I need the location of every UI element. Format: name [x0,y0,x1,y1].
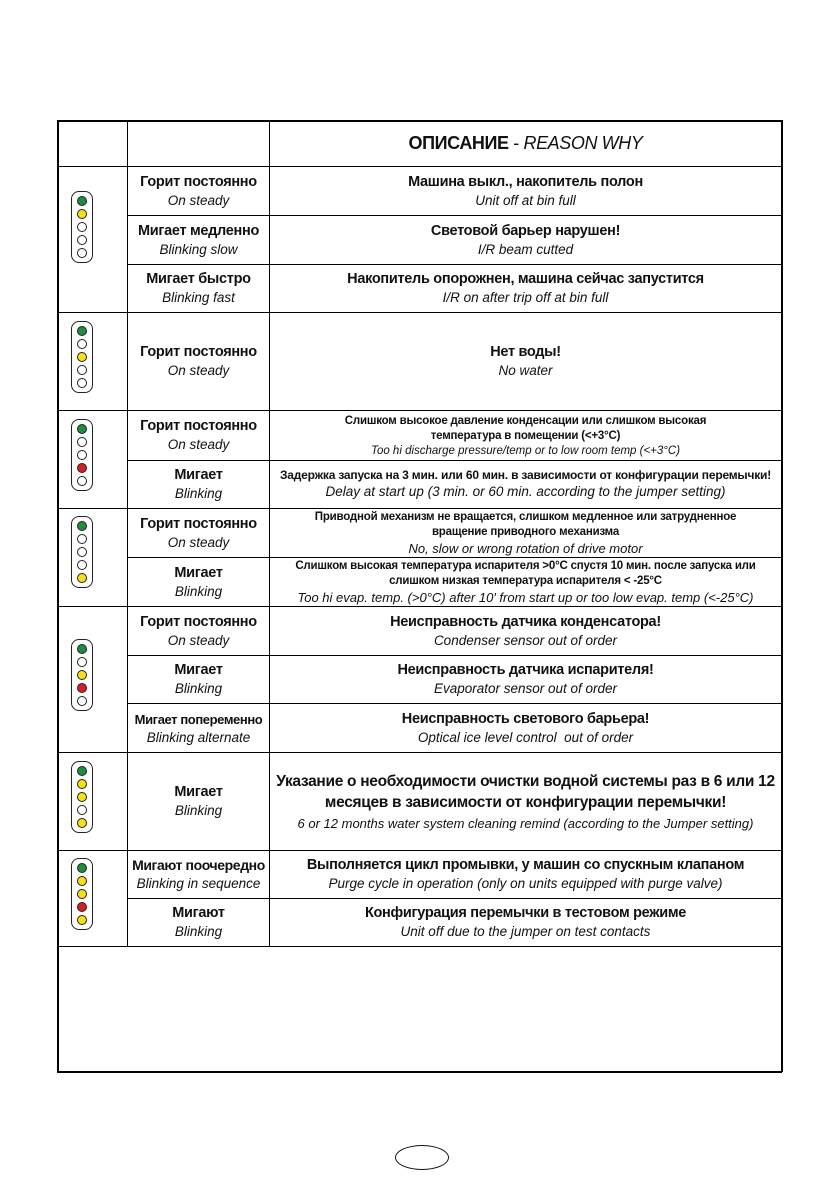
off-light-icon [77,450,87,460]
description-en: Too hi discharge pressure/temp or to low room temp (<+3°C) [370,444,681,457]
description-ru-line-2: вращение приводного механизма [431,525,620,538]
description-en: Optical ice level control out of order [417,729,634,745]
description-ru: Неисправность датчика испарителя! [397,662,654,678]
yellow-light-icon [77,792,87,802]
header-title-en: REASON WHY [523,133,643,153]
description-ru-line-2: месяцев в зависимости от конфигурации перемычки! [324,794,727,811]
off-light-icon [77,805,87,815]
yellow-light-icon [77,209,87,219]
description-cell [270,216,781,264]
status-ru: Мигает [174,564,223,581]
status-ru: Горит постоянно [140,515,257,532]
empty-notes-area [58,947,781,1071]
off-light-icon [77,222,87,232]
status-en: Blinking in sequence [136,876,261,891]
status-en: On steady [167,632,230,648]
header-description [270,121,781,166]
yellow-light-icon [77,779,87,789]
status-en: Blinking [174,924,223,939]
off-light-icon [77,235,87,245]
status-ru: Горит постоянно [140,344,257,360]
description-en: I/R beam cutted [477,241,574,257]
table-bottom-border [57,1071,782,1073]
description-cell [270,558,781,606]
table-left-border [57,120,59,1072]
description-ru-line-1: Слишком высокое давление конденсации или слишком высокая [344,414,707,427]
traffic-light-5 [71,639,93,711]
off-light-icon [77,437,87,447]
off-light-icon [77,547,87,557]
status-cell [128,607,269,655]
status-cell [128,558,269,606]
description-ru: Нет воды! [490,344,561,360]
green-light-icon [77,326,87,336]
description-en: Too hi evap. temp. (>0°C) after 10' from start up or too low evap. temp (<-25°C) [297,589,754,605]
off-light-icon [77,560,87,570]
status-cell [128,753,269,850]
green-light-icon [77,521,87,531]
description-ru: Накопитель опорожнен, машина сейчас запустится [347,271,704,287]
status-ru: Горит постоянно [140,613,257,630]
status-cell [128,899,269,946]
green-light-icon [77,644,87,654]
green-light-icon [77,863,87,873]
status-en: Blinking [174,803,223,818]
status-en: On steady [167,192,230,208]
off-light-icon [77,476,87,486]
status-ru: Мигают [172,905,225,921]
status-cell [128,461,269,508]
status-ru: Мигают поочередно [132,857,265,873]
status-ru: Мигает [174,784,223,800]
status-cell [128,216,269,264]
status-en: Blinking alternate [146,729,251,745]
status-en: Blinking [174,681,223,696]
description-cell [270,313,781,410]
description-en: No water [498,363,553,378]
description-en: No, slow or wrong rotation of drive motor [408,540,643,556]
status-en: Blinking [174,583,223,599]
traffic-light-1 [71,191,93,263]
description-cell [270,509,781,557]
description-ru: Выполняется цикл промывки, у машин со спускным клапаном [306,857,745,873]
description-en: 6 or 12 months water system cleaning remind (according to the Jumper setting) [297,816,754,831]
description-cell [270,461,781,508]
green-light-icon [77,766,87,776]
red-light-icon [77,463,87,473]
status-ru: Мигает [174,662,223,678]
yellow-light-icon [77,670,87,680]
description-ru-line-1: Приводной механизм не вращается, слишком медленное или затрудненное [314,510,737,523]
red-light-icon [77,902,87,912]
traffic-light-2 [71,321,93,393]
traffic-light-4 [71,516,93,588]
yellow-light-icon [77,915,87,925]
page-marker-oval [395,1145,449,1170]
yellow-light-icon [77,352,87,362]
description-en: I/R on after trip off at bin full [442,290,609,305]
traffic-light-3 [71,419,93,491]
description-ru: Задержка запуска на 3 мин. или 60 мин. в зависимости от конфигурации перемычки! [279,468,772,482]
status-cell [128,704,269,752]
status-ru: Мигает быстро [146,271,251,287]
description-cell [270,265,781,312]
description-cell [270,704,781,752]
traffic-light-7 [71,858,93,930]
description-cell [270,167,781,215]
description-ru: Световой барьер нарушен! [430,222,621,239]
yellow-light-icon [77,889,87,899]
yellow-light-icon [77,818,87,828]
description-en: Unit off due to the jumper on test contacts [400,924,651,939]
status-en: On steady [167,437,230,452]
status-ru: Мигает медленно [137,222,260,239]
description-cell [270,899,781,946]
description-cell [270,753,781,850]
description-ru-line-2: слишком низкая температура испарителя < -25°C [389,574,662,587]
off-light-icon [77,534,87,544]
yellow-light-icon [77,876,87,886]
description-en: Unit off at bin full [475,192,576,208]
description-ru: Неисправность светового барьера! [401,710,650,727]
description-ru: Неисправность датчика конденсатора! [390,613,661,630]
status-cell [128,313,269,410]
status-en: Blinking [174,486,223,501]
yellow-light-icon [77,573,87,583]
header-separator: - [508,133,524,153]
status-cell [128,265,269,312]
green-light-icon [77,424,87,434]
table-right-border [781,120,783,1072]
off-light-icon [77,696,87,706]
off-light-icon [77,378,87,388]
description-ru-line-2: температура в помещении (<+3°C) [430,429,621,442]
status-ru: Горит постоянно [140,173,257,190]
status-ru: Горит постоянно [140,418,257,434]
off-light-icon [77,657,87,667]
status-en: Blinking fast [162,290,235,305]
status-cell [128,411,269,460]
off-light-icon [77,339,87,349]
status-cell [128,167,269,215]
header-title-ru: ОПИСАНИЕ [408,133,509,153]
description-en: Evaporator sensor out of order [433,681,618,696]
description-cell [270,851,781,898]
status-ru: Мигает попеременно [134,711,263,727]
description-ru-line-1: Указание о необходимости очистки водной системы раз в 6 или 12 [276,773,775,790]
off-light-icon [77,248,87,258]
status-en: On steady [167,534,230,550]
off-light-icon [77,365,87,375]
description-ru: Конфигурация перемычки в тестовом режиме [364,905,687,921]
status-en: Blinking slow [159,241,238,257]
status-cell [128,656,269,703]
traffic-light-6 [71,761,93,833]
green-light-icon [77,196,87,206]
status-en: On steady [167,363,230,378]
description-cell [270,607,781,655]
description-ru: Машина выкл., накопитель полон [408,173,643,190]
description-en: Purge cycle in operation (only on units equipped with purge valve) [328,876,723,891]
status-cell [128,851,269,898]
description-cell [270,411,781,460]
status-cell [128,509,269,557]
description-en: Condenser sensor out of order [433,632,618,648]
status-ru: Мигает [174,467,223,483]
red-light-icon [77,683,87,693]
description-ru-line-1: Слишком высокая температура испарителя >0°C спустя 10 мин. после запуска или [295,559,756,572]
description-cell [270,656,781,703]
description-en: Delay at start up (3 min. or 60 min. according to the jumper setting) [325,484,726,499]
